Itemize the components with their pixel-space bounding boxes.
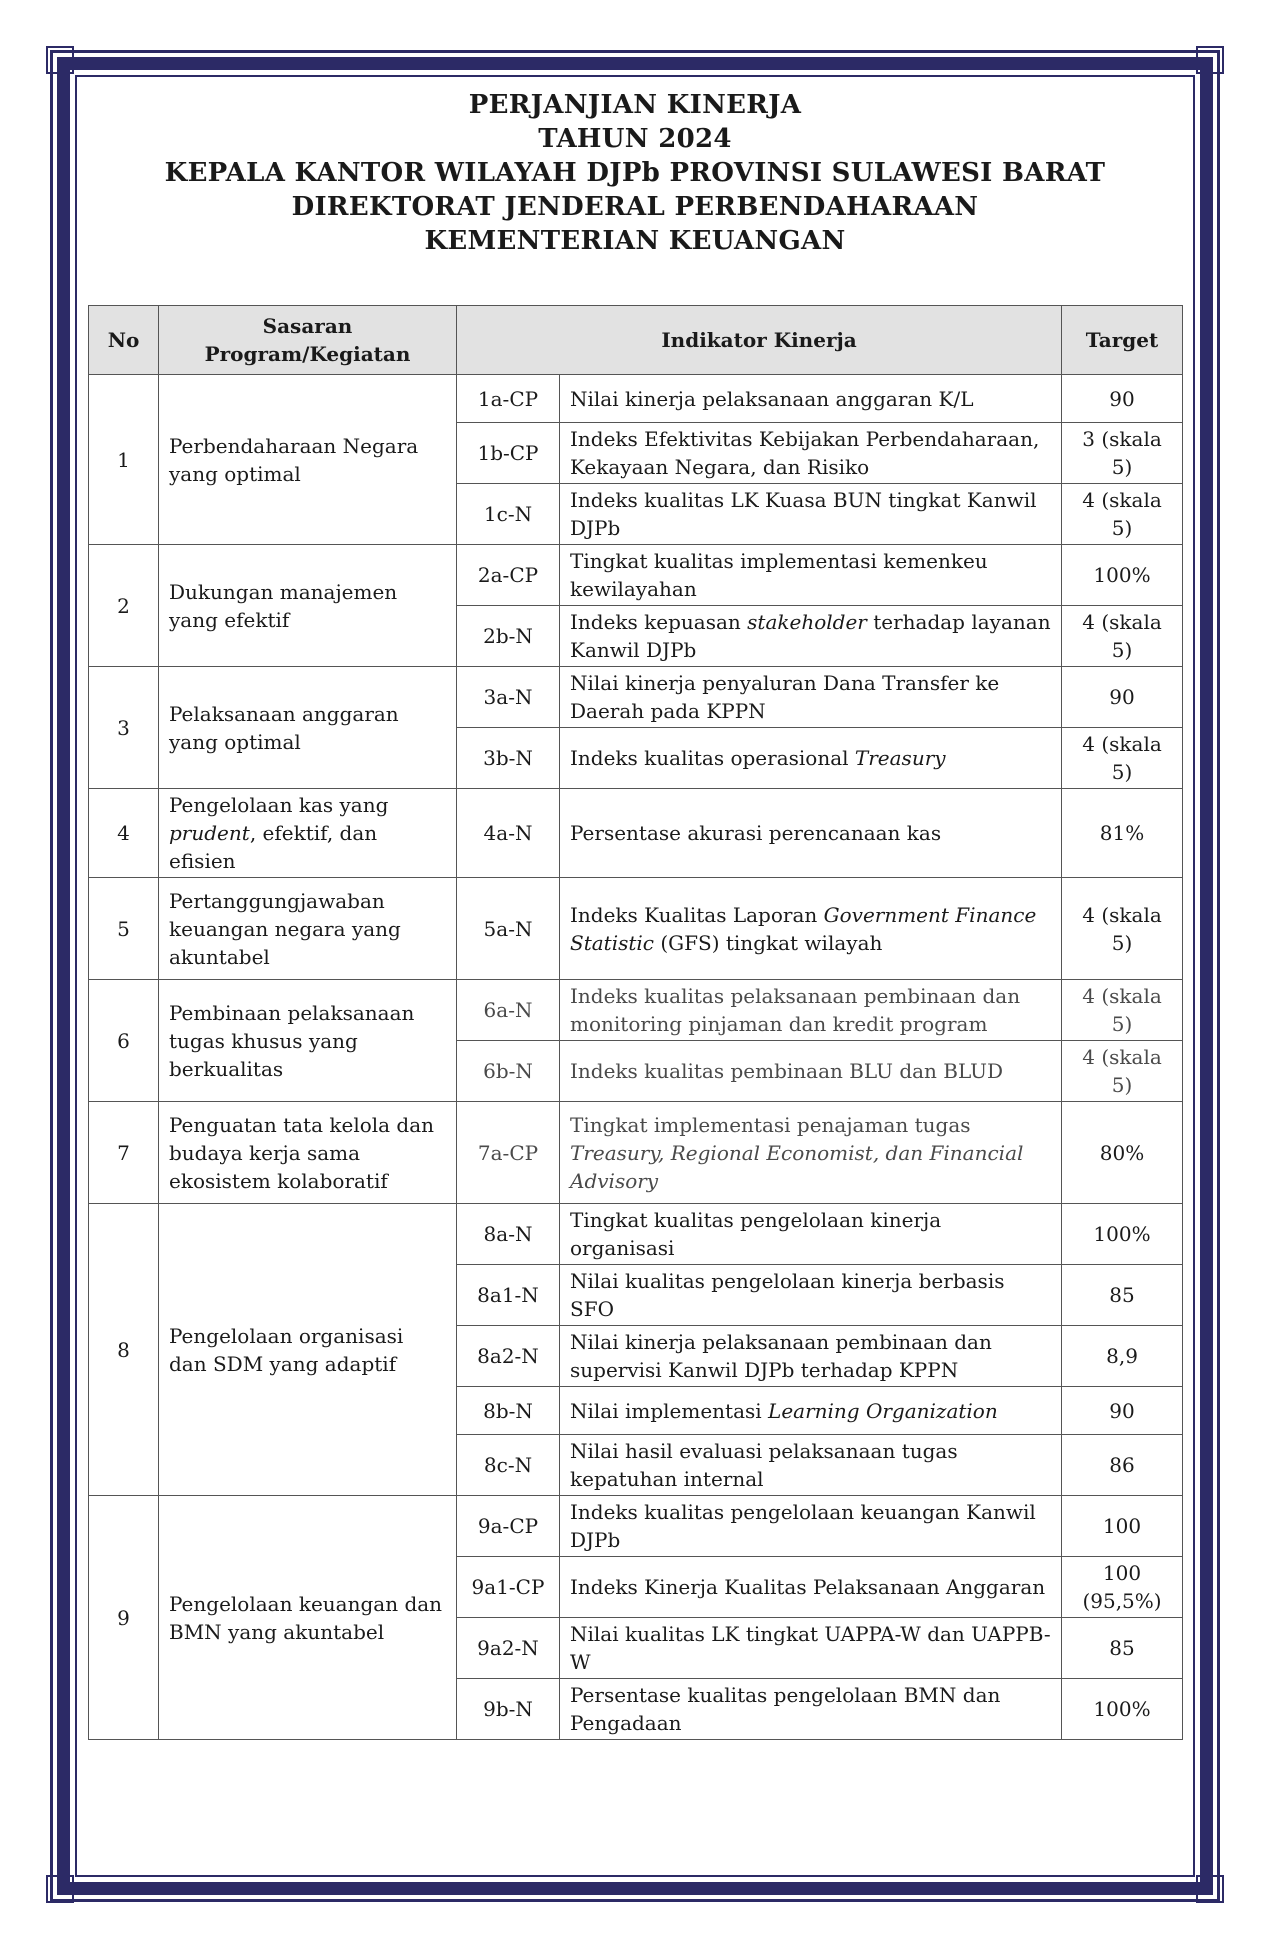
performance-table: [88, 305, 1183, 1740]
indicator-code: 1b-CP: [457, 423, 560, 484]
target-value: 80%: [1062, 1102, 1183, 1204]
indicator-code: 7a-CP: [457, 1102, 560, 1204]
indicator-text: Tingkat kualitas pengelolaan kinerja organisasi: [560, 1204, 1062, 1265]
sasaran-em: prudent: [169, 821, 250, 845]
title-line-1: PERJANJIAN KINERJA: [468, 90, 802, 120]
indicator-text: [560, 1102, 1062, 1204]
header-no: No: [89, 306, 159, 375]
row-no: 1: [89, 375, 159, 545]
indicator-code: 8a1-N: [457, 1265, 560, 1326]
table-header-row: [89, 306, 1183, 375]
row-sasaran: Pengelolaan keuangan dan BMN yang akuntabel: [159, 1496, 457, 1740]
target-value: 85: [1062, 1265, 1183, 1326]
indicator-code: 8c-N: [457, 1435, 560, 1496]
indicator-text: Nilai kinerja pelaksanaan anggaran K/L: [560, 375, 1062, 423]
corner-ornament: [46, 46, 74, 74]
indicator-text: Tingkat kualitas implementasi kemenkeu kewilayahan: [560, 545, 1062, 606]
row-no: 9: [89, 1496, 159, 1740]
target-value: 100%: [1062, 1204, 1183, 1265]
indicator-code: 9b-N: [457, 1679, 560, 1740]
title-line-2: TAHUN 2024: [538, 124, 732, 154]
target-value: 4 (skala 5): [1062, 728, 1183, 789]
table-row: [89, 545, 1183, 606]
indicator-code: 2b-N: [457, 606, 560, 667]
target-value: 90: [1062, 667, 1183, 728]
row-sasaran: Pelaksanaan anggaran yang optimal: [159, 667, 457, 789]
row-sasaran: Dukungan manajemen yang efektif: [159, 545, 457, 667]
target-value: 100%: [1062, 1679, 1183, 1740]
indicator-text-em: stakeholder: [747, 610, 867, 634]
indicator-code: 9a1-CP: [457, 1557, 560, 1618]
indicator-text: Persentase akurasi perencanaan kas: [560, 789, 1062, 878]
row-sasaran: Pengelolaan organisasi dan SDM yang adaptif: [159, 1204, 457, 1496]
target-value: 8,9: [1062, 1326, 1183, 1387]
header-sasaran: [159, 306, 457, 375]
row-no: 3: [89, 667, 159, 789]
indicator-text-pre: Indeks Kualitas Laporan: [570, 902, 824, 927]
indicator-text: Indeks kualitas pembinaan BLU dan BLUD: [560, 1041, 1062, 1102]
indicator-text-post: terhadap layanan Kanwil DJPb: [570, 610, 1051, 662]
row-sasaran: [159, 789, 457, 878]
row-sasaran: Penguatan tata kelola dan budaya kerja sama ekosistem kolaboratif: [159, 1102, 457, 1204]
row-no: 2: [89, 545, 159, 667]
indicator-text: Indeks Efektivitas Kebijakan Perbendaharaan, Kekayaan Negara, dan Risiko: [560, 423, 1062, 484]
table-row: [89, 878, 1183, 980]
indicator-text: Nilai hasil evaluasi pelaksanaan tugas kepatuhan internal: [560, 1435, 1062, 1496]
indicator-text: Persentase kualitas pengelolaan BMN dan Pengadaan: [560, 1679, 1062, 1740]
target-value: 90: [1062, 1387, 1183, 1435]
target-value: 100%: [1062, 545, 1183, 606]
indicator-text-em: Learning Organization: [768, 1398, 998, 1423]
target-value: 4 (skala 5): [1062, 1041, 1183, 1102]
indicator-text: Indeks kualitas LK Kuasa BUN tingkat Kanwil DJPb: [560, 484, 1062, 545]
table-row: [89, 1204, 1183, 1265]
row-no: 8: [89, 1204, 159, 1496]
sasaran-pre: Pengelolaan kas yang: [169, 793, 389, 817]
indicator-code: 8a2-N: [457, 1326, 560, 1387]
row-sasaran: Pembinaan pelaksanaan tugas khusus yang berkualitas: [159, 980, 457, 1102]
target-value: 100 (95,5%): [1062, 1557, 1183, 1618]
indicator-text: [560, 606, 1062, 667]
target-value: 4 (skala 5): [1062, 606, 1183, 667]
table-row: [89, 789, 1183, 878]
table-row: [89, 1496, 1183, 1557]
indicator-text: Indeks kualitas pengelolaan keuangan Kanwil DJPb: [560, 1496, 1062, 1557]
indicator-text: Nilai kualitas LK tingkat UAPPA-W dan UAPPB-W: [560, 1618, 1062, 1679]
target-value: 81%: [1062, 789, 1183, 878]
target-value: 85: [1062, 1618, 1183, 1679]
indicator-code: 1a-CP: [457, 375, 560, 423]
indicator-text: Nilai kinerja pelaksanaan pembinaan dan supervisi Kanwil DJPb terhadap KPPN: [560, 1326, 1062, 1387]
indicator-text-pre: Tingkat implementasi penajaman tugas: [570, 1112, 971, 1137]
indicator-code: 9a-CP: [457, 1496, 560, 1557]
title-line-3: KEPALA KANTOR WILAYAH DJPb PROVINSI SULAWESI BARAT: [164, 158, 1106, 188]
indicator-text: Nilai kualitas pengelolaan kinerja berbasis SFO: [560, 1265, 1062, 1326]
indicator-text-pre: Indeks kepuasan: [570, 610, 748, 634]
indicator-code: 8a-N: [457, 1204, 560, 1265]
indicator-text: [560, 878, 1062, 980]
indicator-text: [560, 1387, 1062, 1435]
target-value: 86: [1062, 1435, 1183, 1496]
indicator-text: [560, 728, 1062, 789]
header-sasaran-line2: Program/Kegiatan: [204, 342, 411, 366]
target-value: 4 (skala 5): [1062, 980, 1183, 1041]
row-sasaran: Pertanggungjawaban keuangan negara yang akuntabel: [159, 878, 457, 980]
table-row: [89, 667, 1183, 728]
table-row: [89, 1102, 1183, 1204]
indicator-code: 6b-N: [457, 1041, 560, 1102]
indicator-code: 8b-N: [457, 1387, 560, 1435]
indicator-text-pre: Indeks kualitas operasional: [570, 746, 855, 770]
header-target: Target: [1062, 306, 1183, 375]
corner-ornament: [1196, 46, 1224, 74]
indicator-text: Indeks Kinerja Kualitas Pelaksanaan Anggaran: [560, 1557, 1062, 1618]
indicator-code: 5a-N: [457, 878, 560, 980]
header-indikator: Indikator Kinerja: [457, 306, 1062, 375]
row-no: 7: [89, 1102, 159, 1204]
indicator-text-post: (GFS) tingkat wilayah: [654, 930, 883, 955]
row-no: 5: [89, 878, 159, 980]
title-line-4: DIREKTORAT JENDERAL PERBENDAHARAAN: [291, 192, 979, 222]
indicator-code: 3b-N: [457, 728, 560, 789]
indicator-text-em: Treasury, Regional Economist, dan Financial Advisory: [570, 1140, 1024, 1193]
indicator-text-em: Treasury: [854, 746, 946, 770]
target-value: 3 (skala 5): [1062, 423, 1183, 484]
table-row: [89, 375, 1183, 423]
indicator-text: Nilai kinerja penyaluran Dana Transfer ke Daerah pada KPPN: [560, 667, 1062, 728]
header-sasaran-line1: Sasaran: [262, 314, 353, 338]
document-title: [0, 88, 1270, 258]
indicator-code: 4a-N: [457, 789, 560, 878]
row-no: 6: [89, 980, 159, 1102]
target-value: 4 (skala 5): [1062, 484, 1183, 545]
table-row: [89, 980, 1183, 1041]
target-value: 90: [1062, 375, 1183, 423]
indicator-text: Indeks kualitas pelaksanaan pembinaan dan monitoring pinjaman dan kredit program: [560, 980, 1062, 1041]
row-no: 4: [89, 789, 159, 878]
indicator-code: 2a-CP: [457, 545, 560, 606]
target-value: 100: [1062, 1496, 1183, 1557]
indicator-text-em: Government Finance Statistic: [570, 902, 1037, 955]
indicator-text-pre: Nilai implementasi: [570, 1398, 769, 1423]
indicator-code: 6a-N: [457, 980, 560, 1041]
sasaran-post: , efektif, dan efisien: [169, 821, 378, 873]
target-value: 4 (skala 5): [1062, 878, 1183, 980]
indicator-code: 1c-N: [457, 484, 560, 545]
title-line-5: KEMENTERIAN KEUANGAN: [424, 226, 846, 256]
corner-ornament: [46, 1875, 74, 1903]
corner-ornament: [1196, 1875, 1224, 1903]
row-sasaran: Perbendaharaan Negara yang optimal: [159, 375, 457, 545]
indicator-code: 3a-N: [457, 667, 560, 728]
indicator-code: 9a2-N: [457, 1618, 560, 1679]
